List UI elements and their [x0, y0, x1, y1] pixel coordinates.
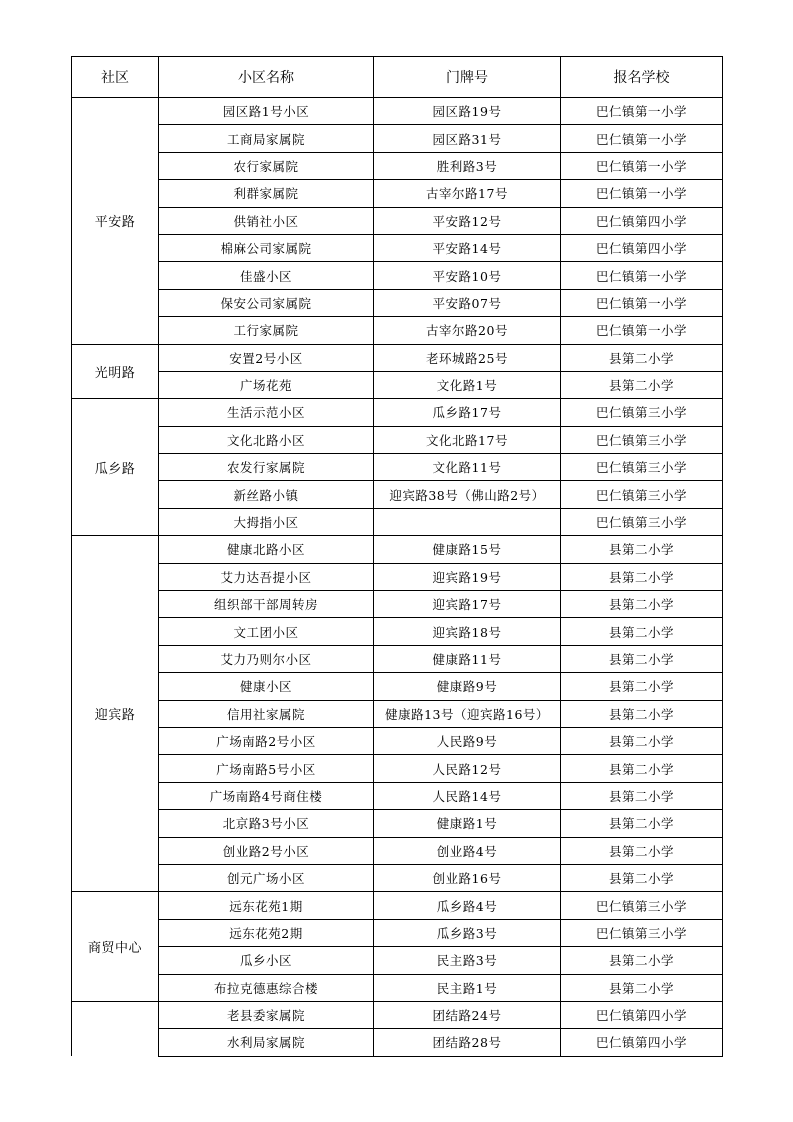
community-cell: 平安路	[72, 98, 159, 345]
table-row	[72, 563, 723, 590]
school-cell: 县第二小学	[561, 673, 723, 700]
house-number-cell: 古宰尔路17号	[374, 180, 561, 207]
complex-name-cell: 北京路3号小区	[159, 810, 374, 837]
complex-name-cell: 农发行家属院	[159, 454, 374, 481]
table-row	[72, 755, 723, 782]
complex-name-cell: 佳盛小区	[159, 262, 374, 289]
house-number-cell: 迎宾路38号（佛山路2号）	[374, 481, 561, 508]
table-row	[72, 837, 723, 864]
header-house-number: 门牌号	[374, 57, 561, 98]
complex-name-cell: 广场南路4号商住楼	[159, 782, 374, 809]
table-row	[72, 974, 723, 1001]
school-cell: 县第二小学	[561, 837, 723, 864]
house-number-cell: 创业路4号	[374, 837, 561, 864]
school-cell: 县第二小学	[561, 591, 723, 618]
school-cell: 县第二小学	[561, 618, 723, 645]
school-cell: 县第二小学	[561, 755, 723, 782]
school-cell: 县第二小学	[561, 864, 723, 891]
house-number-cell: 迎宾路18号	[374, 618, 561, 645]
table-row	[72, 892, 723, 919]
school-cell: 巴仁镇第三小学	[561, 454, 723, 481]
school-cell: 巴仁镇第一小学	[561, 289, 723, 316]
complex-name-cell: 创业路2号小区	[159, 837, 374, 864]
complex-name-cell: 新丝路小镇	[159, 481, 374, 508]
table-row	[72, 399, 723, 426]
complex-name-cell: 广场花苑	[159, 371, 374, 398]
table-row	[72, 1029, 723, 1056]
school-cell: 县第二小学	[561, 563, 723, 590]
house-number-cell: 民主路1号	[374, 974, 561, 1001]
complex-name-cell: 广场南路5号小区	[159, 755, 374, 782]
table-row	[72, 536, 723, 563]
house-number-cell: 瓜乡路3号	[374, 919, 561, 946]
house-number-cell: 健康路9号	[374, 673, 561, 700]
house-number-cell: 平安路07号	[374, 289, 561, 316]
table-row	[72, 673, 723, 700]
school-cell: 巴仁镇第四小学	[561, 207, 723, 234]
house-number-cell: 人民路9号	[374, 727, 561, 754]
school-enrollment-table	[71, 56, 723, 1057]
table-row	[72, 645, 723, 672]
house-number-cell: 老环城路25号	[374, 344, 561, 371]
table-row	[72, 700, 723, 727]
school-cell: 巴仁镇第三小学	[561, 508, 723, 535]
community-cell: 光明路	[72, 344, 159, 399]
community-cell: 迎宾路	[72, 536, 159, 892]
table-row	[72, 727, 723, 754]
table-row	[72, 454, 723, 481]
school-cell: 县第二小学	[561, 947, 723, 974]
complex-name-cell: 布拉克德惠综合楼	[159, 974, 374, 1001]
complex-name-cell: 广场南路2号小区	[159, 727, 374, 754]
school-cell: 巴仁镇第四小学	[561, 1001, 723, 1028]
table-row	[72, 591, 723, 618]
school-cell: 巴仁镇第三小学	[561, 892, 723, 919]
complex-name-cell: 健康北路小区	[159, 536, 374, 563]
school-cell: 巴仁镇第三小学	[561, 481, 723, 508]
complex-name-cell: 组织部干部周转房	[159, 591, 374, 618]
table-row	[72, 262, 723, 289]
house-number-cell: 胜利路3号	[374, 152, 561, 179]
complex-name-cell: 艾力乃则尔小区	[159, 645, 374, 672]
table-row	[72, 919, 723, 946]
table-row	[72, 864, 723, 891]
school-cell: 县第二小学	[561, 536, 723, 563]
school-cell: 县第二小学	[561, 344, 723, 371]
house-number-cell: 文化路1号	[374, 371, 561, 398]
table-row	[72, 180, 723, 207]
house-number-cell: 人民路14号	[374, 782, 561, 809]
table-row	[72, 289, 723, 316]
house-number-cell: 瓜乡路17号	[374, 399, 561, 426]
table-row	[72, 344, 723, 371]
house-number-cell: 健康路1号	[374, 810, 561, 837]
school-cell: 县第二小学	[561, 782, 723, 809]
school-cell: 巴仁镇第四小学	[561, 1029, 723, 1056]
table-row	[72, 125, 723, 152]
complex-name-cell: 信用社家属院	[159, 700, 374, 727]
house-number-cell: 平安路14号	[374, 234, 561, 261]
table-row	[72, 782, 723, 809]
complex-name-cell: 农行家属院	[159, 152, 374, 179]
table-row	[72, 508, 723, 535]
school-cell: 巴仁镇第一小学	[561, 125, 723, 152]
complex-name-cell: 供销社小区	[159, 207, 374, 234]
table-row	[72, 371, 723, 398]
house-number-cell: 创业路16号	[374, 864, 561, 891]
school-cell: 巴仁镇第三小学	[561, 919, 723, 946]
complex-name-cell: 园区路1号小区	[159, 98, 374, 125]
house-number-cell: 瓜乡路4号	[374, 892, 561, 919]
house-number-cell: 平安路12号	[374, 207, 561, 234]
school-cell: 巴仁镇第一小学	[561, 317, 723, 344]
house-number-cell: 人民路12号	[374, 755, 561, 782]
complex-name-cell: 瓜乡小区	[159, 947, 374, 974]
table-row	[72, 207, 723, 234]
school-cell: 巴仁镇第三小学	[561, 399, 723, 426]
community-cell	[72, 1001, 159, 1056]
school-cell: 县第二小学	[561, 371, 723, 398]
school-cell: 巴仁镇第一小学	[561, 98, 723, 125]
table-row	[72, 426, 723, 453]
house-number-cell: 园区路19号	[374, 98, 561, 125]
table-row	[72, 234, 723, 261]
house-number-cell: 团结路28号	[374, 1029, 561, 1056]
house-number-cell: 园区路31号	[374, 125, 561, 152]
house-number-cell	[374, 508, 561, 535]
house-number-cell: 平安路10号	[374, 262, 561, 289]
table-row	[72, 947, 723, 974]
table-row	[72, 810, 723, 837]
complex-name-cell: 远东花苑1期	[159, 892, 374, 919]
complex-name-cell: 保安公司家属院	[159, 289, 374, 316]
header-school: 报名学校	[561, 57, 723, 98]
table-row	[72, 98, 723, 125]
header-row	[72, 57, 723, 98]
community-cell: 商贸中心	[72, 892, 159, 1002]
complex-name-cell: 工商局家属院	[159, 125, 374, 152]
school-cell: 县第二小学	[561, 727, 723, 754]
school-cell: 巴仁镇第四小学	[561, 234, 723, 261]
house-number-cell: 文化路11号	[374, 454, 561, 481]
header-community: 社区	[72, 57, 159, 98]
house-number-cell: 民主路3号	[374, 947, 561, 974]
complex-name-cell: 棉麻公司家属院	[159, 234, 374, 261]
header-complex-name: 小区名称	[159, 57, 374, 98]
complex-name-cell: 利群家属院	[159, 180, 374, 207]
house-number-cell: 健康路11号	[374, 645, 561, 672]
complex-name-cell: 文工团小区	[159, 618, 374, 645]
school-cell: 巴仁镇第三小学	[561, 426, 723, 453]
table-body	[72, 98, 723, 1057]
complex-name-cell: 工行家属院	[159, 317, 374, 344]
house-number-cell: 迎宾路17号	[374, 591, 561, 618]
complex-name-cell: 创元广场小区	[159, 864, 374, 891]
complex-name-cell: 艾力达吾提小区	[159, 563, 374, 590]
complex-name-cell: 老县委家属院	[159, 1001, 374, 1028]
school-cell: 县第二小学	[561, 645, 723, 672]
house-number-cell: 迎宾路19号	[374, 563, 561, 590]
table-row	[72, 317, 723, 344]
community-cell: 瓜乡路	[72, 399, 159, 536]
complex-name-cell: 文化北路小区	[159, 426, 374, 453]
house-number-cell: 健康路13号（迎宾路16号）	[374, 700, 561, 727]
school-cell: 县第二小学	[561, 700, 723, 727]
complex-name-cell: 安置2号小区	[159, 344, 374, 371]
school-cell: 巴仁镇第一小学	[561, 262, 723, 289]
table-row	[72, 481, 723, 508]
table-row	[72, 152, 723, 179]
table-row	[72, 618, 723, 645]
complex-name-cell: 远东花苑2期	[159, 919, 374, 946]
school-cell: 县第二小学	[561, 974, 723, 1001]
house-number-cell: 文化北路17号	[374, 426, 561, 453]
complex-name-cell: 健康小区	[159, 673, 374, 700]
school-cell: 巴仁镇第一小学	[561, 152, 723, 179]
house-number-cell: 健康路15号	[374, 536, 561, 563]
complex-name-cell: 水利局家属院	[159, 1029, 374, 1056]
house-number-cell: 古宰尔路20号	[374, 317, 561, 344]
house-number-cell: 团结路24号	[374, 1001, 561, 1028]
school-cell: 县第二小学	[561, 810, 723, 837]
table-row	[72, 1001, 723, 1028]
complex-name-cell: 大拇指小区	[159, 508, 374, 535]
school-cell: 巴仁镇第一小学	[561, 180, 723, 207]
complex-name-cell: 生活示范小区	[159, 399, 374, 426]
